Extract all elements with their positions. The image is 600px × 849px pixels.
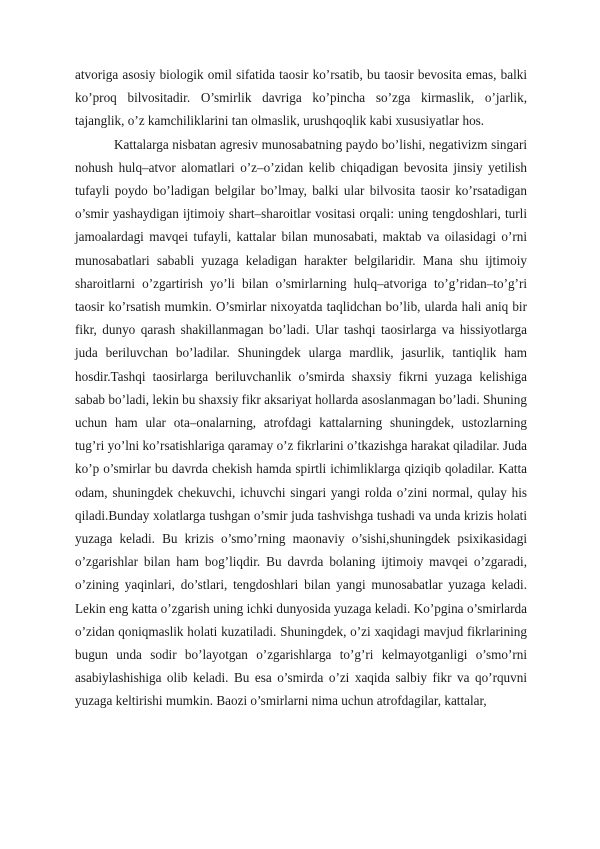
body-text bbox=[75, 63, 527, 713]
paragraph-continuation: atvoriga asosiy biologik omil sifatida taosir ko’rsatib, bu taosir bevosita emas, balki ko’proq bilvositadir. O’smirlik davriga ko’pincha so’zga kirmaslik, o’jarlik, tajanglik, o’z kamchiliklarini tan olmaslik, urushqoqlik kabi xususiyatlar hos. bbox=[75, 67, 527, 129]
paragraph-main: Kattalarga nisbatan agresiv munosabatning paydo bo’lishi, negativizm singari nohush hulq–atvor alomatlari o’z–o’zidan kelib chiqadigan bevosita jinsiy yetilish tufayli poydo bo’ladigan belgilar bo’lmay, balki ular bilvosita taosir ko’rsatadigan o’smir yashaydigan ijtimoiy shart–sharoitlar vositasi orqali: uning tengdoshlari, turli jamoalardagi mavqei tufayli, kattalar bilan munosabati, maktab va oilasidagi o’rni munosabatlari sababli yuzaga keladigan harakter belgilaridir. Mana shu ijtimoiy sharoitlarni o’zgartirish yo’li bilan o’smirlarning hulq–atvoriga to’g’ridan–to’g’ri taosir ko’rsatish mumkin. O’smirlar nixoyatda taqlidchan bo’lib, ularda hali aniq bir fikr, dunyo qarash shakillanmagan bo’ladi. Ular tashqi taosirlarga va hissiyotlarga juda beriluvchan bo’ladilar. Shuningdek ularga mardlik, jasurlik, tantiqlik ham hosdir.Tashqi taosirlarga beriluvchanlik o’smirda shaxsiy fikrni yuzaga kelishiga sabab bo’ladi, lekin bu shaxsiy fikr aksariyat hollarda asoslanmagan bo’ladi. Shuning uchun ham ular ota–onalarning, atrofdagi kattalarning shuningdek, ustozlarning tug’ri yo’lni ko’rsatishlariga qaramay o’z fikrlarini o’tkazishga harakat qiladilar. Juda ko’p o’smirlar bu davrda chekish hamda spirtli ichimliklarga qiziqib qoladilar. Katta odam, shuningdek chekuvchi, ichuvchi singari yangi rolda o’zini normal, qulay his qiladi.Bunday xolatlarga tushgan o’smir juda tashvishga tushadi va unda krizis holati yuzaga keladi. Bu krizis o’smo’rning maonaviy o’sishi,shuningdek psixikasidagi o’zgarishlar bilan ham bog’liqdir. Bu davrda bolaning ijtimoiy mavqei o’zgaradi, o’zining yaqinlari, do’stlari, tengdoshlari bilan yangi munosabatlar yuzaga keladi. Lekin eng katta o’zgarish uning ichki dunyosida yuzaga keladi. Ko’pgina o’smirlarda o’zidan qoniqmaslik holati kuzatiladi. Shuningdek, o’zi xaqidagi mavjud fikrlarining bugun unda sodir bo’layotgan o’zgarishlarga to’g’ri kelmayotganligi o’smo’rni asabiylashishiga olib keladi. Bu esa o’smirda o’zi xaqida salbiy fikr va qo’rquvni yuzaga keltirishi mumkin. Baozi o’smirlarni nima uchun atrofdagilar, kattalar, bbox=[75, 136, 527, 709]
